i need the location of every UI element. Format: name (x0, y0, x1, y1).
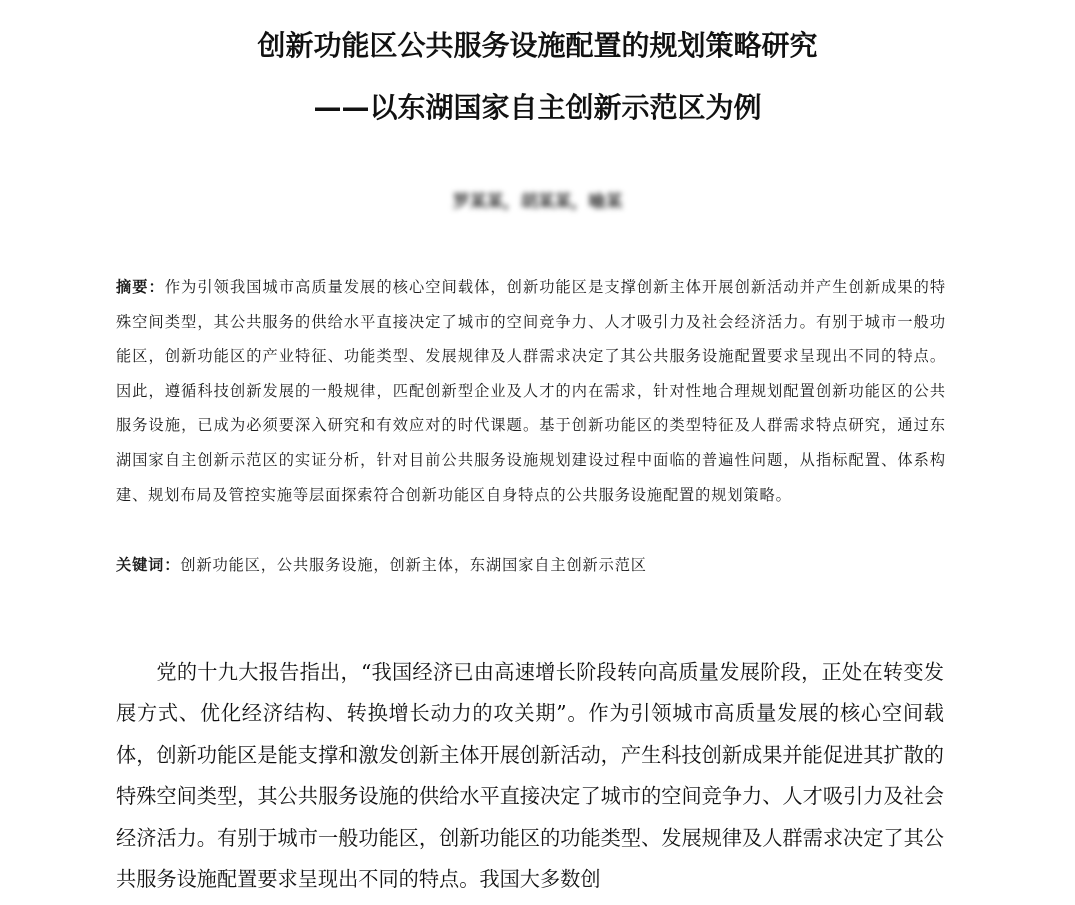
abstract-label: 摘要： (116, 278, 165, 296)
abstract-text: 作为引领我国城市高质量发展的核心空间载体，创新功能区是支撑创新主体开展创新活动并产生创新成果的特殊空间类型，其公共服务的供给水平直接决定了城市的空间竞争力、人才吸引力及社会经济活力。有别于城市一般功能区，创新功能区的产业特征、功能类型、发展规律及人群需求决定了其公共服务设施配置要求呈现出不同的特点。因此，遵循科技创新发展的一般规律，匹配创新型企业及人才的内在需求，针对性地合理规划配置创新功能区的公共服务设施，已成为必须要深入研究和有效应对的时代课题。基于创新功能区的类型特征及人群需求特点研究，通过东湖国家自主创新示范区的实证分析，针对目前公共服务设施规划建设过程中面临的普遍性问题，从指标配置、体系构建、规划布局及管控实施等层面探索符合创新功能区自身特点的公共服务设施配置的规划策略。 (116, 278, 947, 504)
keywords-text: 创新功能区，公共服务设施，创新主体，东湖国家自主创新示范区 (180, 556, 647, 574)
paper-title: 创新功能区公共服务设施配置的规划策略研究 (257, 29, 818, 62)
keywords-block (116, 548, 946, 582)
author-list-blurred: 罗某某，胡某某，喻某 (452, 192, 623, 212)
abstract-block (116, 270, 946, 512)
paper-subtitle: ——以东湖国家自主创新示范区为例 (313, 91, 762, 124)
body-paragraph: 党的十九大报告指出，“我国经济已由高速增长阶段转向高质量发展阶段，正处在转变发展方式、优化经济结构、转换增长动力的攻关期”。作为引领城市高质量发展的核心空间载体，创新功能区是能支撑和激发创新主体开展创新活动，产生科技创新成果并能促进其扩散的特殊空间类型，其公共服务设施的供给水平直接决定了城市的空间竞争力、人才吸引力及社会经济活力。有别于城市一般功能区，创新功能区的功能类型、发展规律及人群需求决定了其公共服务设施配置要求呈现出不同的特点。我国大多数创 (116, 660, 944, 892)
keywords-label: 关键词： (116, 556, 181, 574)
